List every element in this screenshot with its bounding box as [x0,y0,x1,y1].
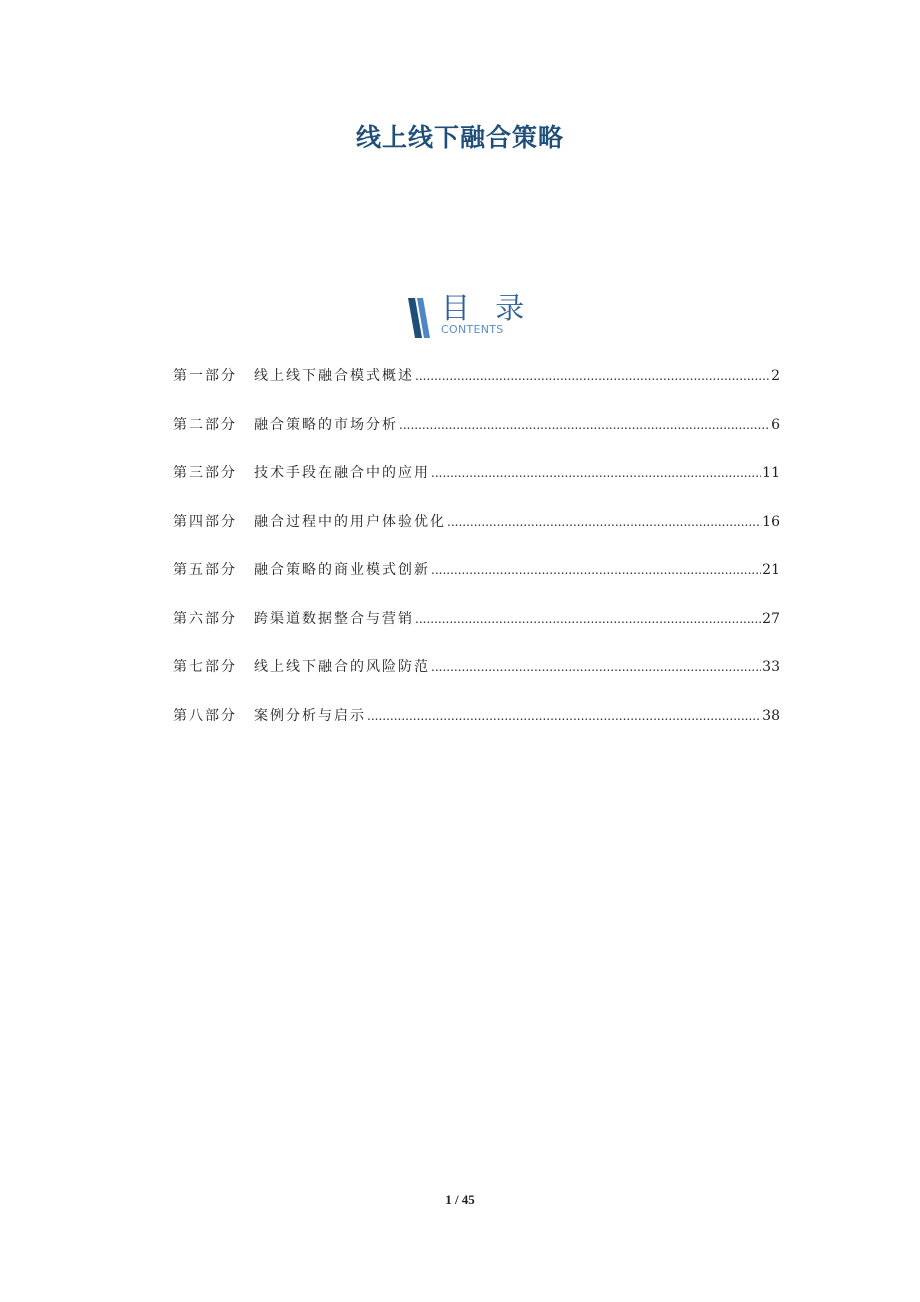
toc-dot-leader [431,560,761,580]
toc-entry-part: 第三部分 [173,465,237,481]
toc-entry-part: 第二部分 [173,416,237,433]
toc-dot-leader [415,609,761,629]
toc-entry[interactable] [173,415,780,464]
toc-entry-part: 第一部分 [173,368,237,384]
toc-entry[interactable] [173,512,780,561]
toc-entry-part: 第七部分 [173,659,237,675]
toc-entry[interactable] [173,706,780,755]
toc-entry-title: 线上线下融合模式概述 [254,368,414,384]
toc-entry-title: 跨渠道数据整合与营销 [254,610,414,627]
toc-entry[interactable] [173,366,780,415]
toc-entry-page: 33 [762,659,780,675]
toc-entry-title: 融合策略的市场分析 [254,416,398,433]
toc-entry-part: 第八部分 [173,707,237,724]
toc-dot-leader [415,366,770,386]
toc-entry-page: 16 [762,513,780,530]
toc-entry-title: 案例分析与启示 [254,707,366,724]
toc-heading: 目 录 [441,291,533,325]
toc-entry[interactable] [173,609,780,658]
toc-entry-page: 6 [771,416,780,433]
toc-entry-title: 融合过程中的用户体验优化 [254,513,446,530]
toc-entry[interactable] [173,657,780,706]
toc-dot-leader [367,706,761,726]
document-title: 线上线下融合策略 [355,123,564,152]
toc-subheading: CONTENTS [441,323,504,336]
toc-entry-part: 第四部分 [173,513,237,530]
toc-entry-page: 21 [762,562,780,578]
toc-entry[interactable] [173,560,780,609]
page-number: 1 / 45 [445,1192,475,1207]
toc-entry-title: 技术手段在融合中的应用 [254,465,430,481]
toc-header [408,291,533,340]
toc-dot-leader [447,512,761,532]
toc-entry-part: 第五部分 [173,562,237,578]
toc-entry[interactable] [173,463,780,512]
blue-slanted-bars-icon [408,296,430,338]
toc-entry-part: 第六部分 [173,610,237,627]
toc-entry-page: 2 [771,368,780,384]
toc-dot-leader [431,657,761,677]
toc-entry-page: 27 [762,610,780,627]
toc-dot-leader [431,463,761,483]
toc-entry-page: 11 [762,465,780,481]
toc-entry-title: 融合策略的商业模式创新 [254,562,430,578]
toc-entry-page: 38 [762,707,780,724]
toc-list [173,366,780,754]
toc-dot-leader [399,415,770,435]
toc-entry-title: 线上线下融合的风险防范 [254,659,430,675]
